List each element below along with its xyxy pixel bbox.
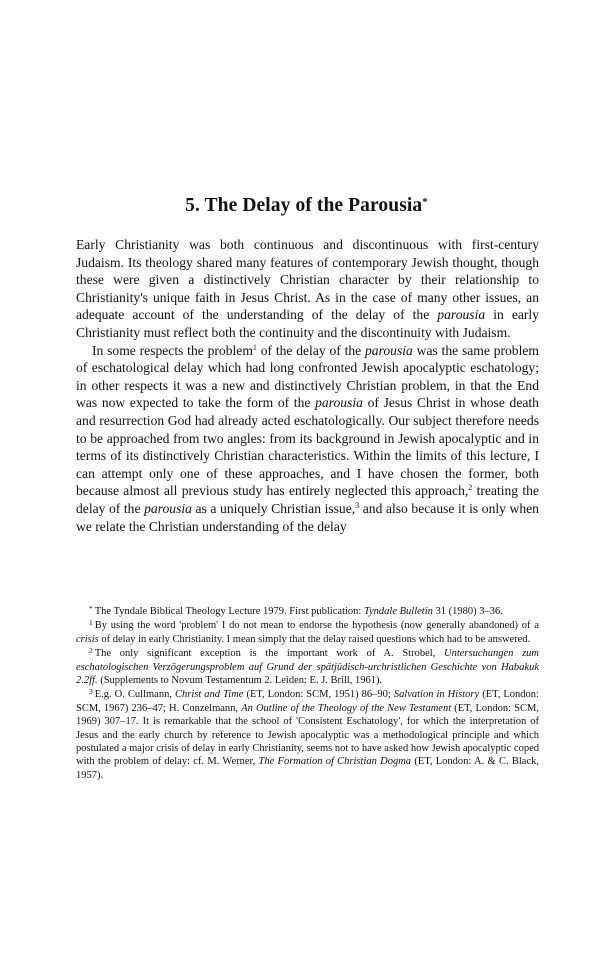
text-run: The Tyndale Biblical Theology Lecture 1979. First publication: [94,606,364,617]
footnote-2 [76,647,539,687]
text-run: By using the word 'problem' I do not mean to endorse the hypothesis (now generally abandoned) of a [94,620,539,632]
footnote-marker: 2 [89,646,93,656]
footnote-reference: 3 [355,500,360,510]
chapter-title-text: 5. The Delay of the Parousia [185,195,423,217]
body-text [76,236,539,535]
chapter-title-note-marker: * [422,196,428,209]
italic-term: parousia [364,342,413,358]
footnote-text [76,689,539,780]
italic-term: parousia [437,307,486,323]
footnote-3 [76,688,539,782]
text-run: in early Christianity must reflect both the continuity and the discontinuity with Judaism. [76,307,539,340]
body-paragraph-2 [76,342,539,536]
footnote-star [76,605,539,618]
text-run: of delay in early Christianity. I mean simply that the delay raised questions which had to be answered. [98,633,531,645]
italic-term: Untersuchungen zum eschatologischen Verzögerungsproblem auf Grund der spätjüdisch-urchristlichen Geschichte von Habakuk 2.2ff. [76,648,539,687]
text-run: (Supplements to Novum Testamentum 2. Leiden: E. J. Brill, 1961). [97,675,383,687]
italic-term: Tyndale Bulletin [363,606,433,617]
italic-term: crisis [76,633,99,645]
text-run: of the delay of the [256,342,365,358]
footnotes [76,605,539,783]
footnote-text [76,648,539,686]
footnote-reference: 1 [252,342,257,352]
text-run: Early Christianity was both continuous and discontinuous with first-century Judaism. Its theology shared many features of contemporary Jewish thought, though these were given a distinctively Christian character by their relationship to Christianity's unique faith in Jesus Christ. As in the case of many other issues, an adequate account of the understanding of the delay of the [76,237,539,323]
text-run: E.g. O. Cullmann, [94,689,175,701]
text-run: was the same problem of eschatological delay which had long confronted Jewish apocalyptic eschatology; in other respects it was a new and distinctively Christian problem, in that the End was now expected to take the form of the [76,342,539,411]
footnote-marker: * [89,604,93,613]
text-run: of Jesus Christ in whose death and resurrection God had already acted eschatologically. Our subject therefore needs to be approached from two angles: from its background in Jewish apocalyptic and in terms of its distinctively Christian characteristics. Within the limits of this lecture, I can attempt only one of these approaches, and I have chosen the former, both because almost all previous study has entirely neglected this approach, [76,395,539,499]
footnote-text [76,620,539,644]
italic-term: An Outline of the Theology of the New Testament [241,702,452,714]
footnote-1 [76,619,539,646]
body-paragraph-1 [76,236,539,342]
footnote-text [95,606,503,617]
italic-term: parousia [144,500,192,516]
footnote-marker: 3 [89,687,93,697]
text-run: 31 (1980) 3–36. [432,606,503,617]
italic-term: parousia [315,395,363,411]
footnote-marker: 1 [89,618,93,628]
footnote-reference: 2 [468,483,473,493]
text-run: The only significant exception is the important work of A. Strobel, [94,648,444,660]
text-run: (ET, London: A. & C. Black, 1957). [76,756,539,781]
text-run: (ET, London: SCM, 1967) 236–47; H. Conzelmann, [76,689,539,714]
text-run: and also because it is only when we relate the Christian understanding of the delay [76,500,539,534]
text-run: (ET, London: SCM, 1951) 86–90; [243,689,394,701]
text-run: as a uniquely Christian issue, [191,500,356,516]
italic-term: Salvation in History [393,689,480,701]
chapter-title [0,195,613,217]
text-run: (ET, London: SCM, 1969) 307–17. It is remarkable that the school of 'Consistent Eschatology', for which the interpretation of Jesus and the early church by reference to Jewish apocalyptic was a methodological principle and which postulated a major crisis of delay in early Christianity, seems not to have asked how Jewish apocalyptic coped with the problem of delay: cf. M. Werner, [76,702,540,768]
text-run: In some respects the problem [92,342,253,358]
italic-term: The Formation of Christian Dogma [258,756,412,768]
italic-term: Christ and Time [174,689,244,701]
text-run: treating the delay of the [76,483,539,516]
